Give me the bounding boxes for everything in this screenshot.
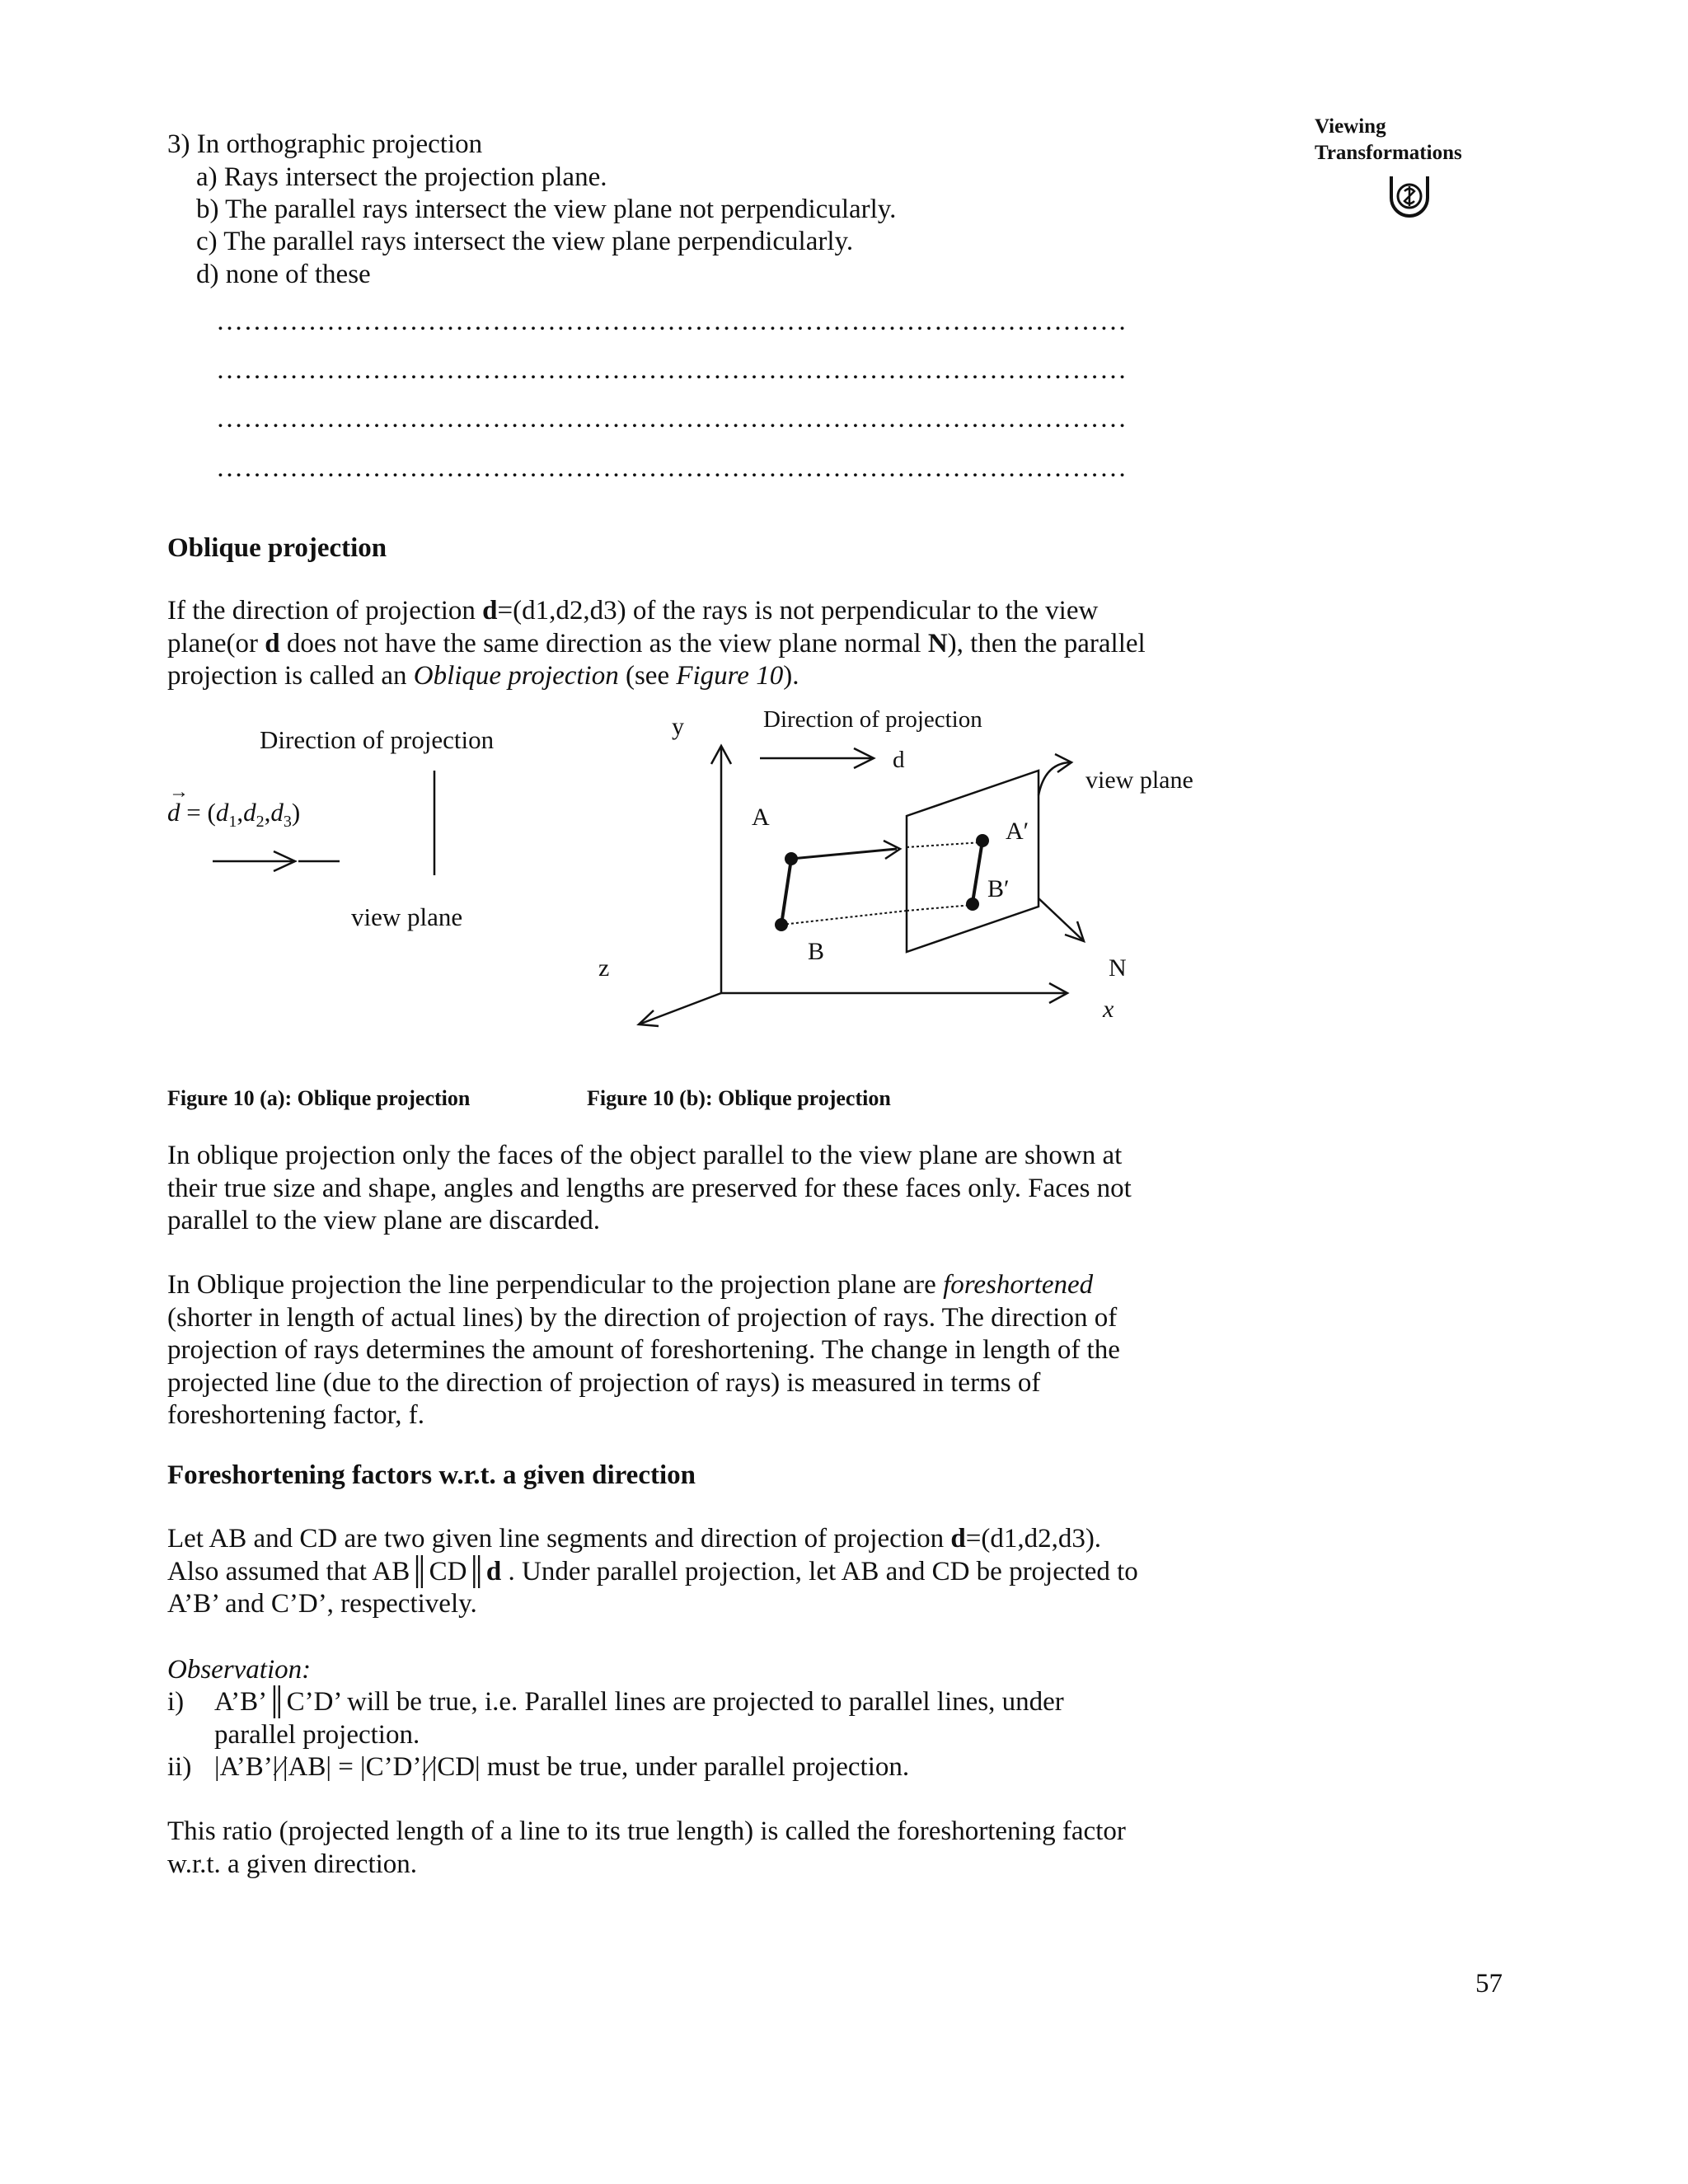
fig-a-direction-label: Direction of projection [260,725,495,754]
observation-2-text: |A’B’|∕|AB| = |C’D’|∕|CD| must be true, under parallel projection. [214,1752,910,1782]
answer-line: ……………………………………………………………………………………… [216,355,1128,385]
fig-b-z-label: z [598,954,610,982]
paragraph-foreshortening: In Oblique projection the line perpendicular to the projection plane are foreshortened (shorter in length of actual lines) by the direction of projection of rays. The direction of projection of rays determines the amount of foreshortening. The change in length of the projected line (due to the direction of projection of rays) is measured in terms of foreshortening factor, f. [167,1270,1120,1430]
observation-2-number: ii) [167,1752,192,1782]
fig-b-direction-arrow [760,748,874,768]
fig-b-segment-ab-projected [973,841,982,902]
fig-b-b-prime-label: B′ [987,875,1010,902]
fig-b-a-prime-label: A′ [1006,818,1029,845]
page-number: 57 [1475,1969,1503,1999]
answer-line: ……………………………………………………………………………………… [216,307,1128,336]
intro-paragraph: If the direction of projection d=(d1,d2,d3) of the rays is not perpendicular to the view plane(or d does not have the same direction as the view plane normal N), then the parallel projection is called an Oblique projection (see Figure 10). [167,596,1146,691]
section-title-line1: Viewing [1315,115,1386,138]
fig-b-point-b-prime [966,898,979,911]
option-d: d) none of these [196,260,371,289]
fig-a-vector-equation: d → = $(d_1,d_2,d_3)$ [167,781,301,832]
fig-a-view-plane-label: view plane [351,902,463,931]
fig-a-arrow [213,851,340,871]
vector-d: d → [167,781,189,827]
fig-b-x-label: x [1103,996,1114,1023]
observation-1-number: i) [167,1687,185,1717]
paragraph-oblique-faces: In oblique projection only the faces of the object parallel to the view plane are shown at their true size and shape, angles and lengths are preserved for these faces only. Faces not parallel to the view plane are discarded. [167,1141,1132,1235]
fig-b-y-label: y [672,713,684,740]
fig-b-normal-arrow [1039,898,1084,941]
fig-b-segment-ab [781,859,791,925]
paragraph-line-segments: Let AB and CD are two given line segments and direction of projection d=(d1,d2,d3). Also assumed that AB║CD║d . Under parallel projection, let AB and CD be projected to A’B’ and C’D’, respectively. [167,1524,1138,1619]
fig-b-view-plane-label: view plane [1085,766,1193,794]
fig-b-n-label: N [1109,954,1127,982]
question-stem: 3) In orthographic projection [167,129,483,159]
observation-label: Observation: [167,1655,312,1685]
fig-b-projection-rays [781,841,982,925]
subsection-heading: Foreshortening factors w.r.t. a given direction [167,1460,696,1490]
caption-figure-b: Figure 10 (b): Oblique projection [587,1086,891,1110]
caption-figure-a: Figure 10 (a): Oblique projection [167,1086,471,1110]
section-title-line2: Transformations [1315,142,1462,164]
fig-b-a-label: A [752,804,770,831]
fig-b-view-plane-pointer [1039,754,1071,795]
section-heading: Oblique projection [167,533,387,563]
fig-b-b-label: B [808,938,825,965]
option-c: c) The parallel rays intersect the view plane perpendicularly. [196,227,854,256]
observation-1-text: A’B’║C’D’ will be true, i.e. Parallel lines are projected to parallel lines, under [214,1687,1064,1717]
fig-b-point-a-prime [976,834,989,847]
option-b: b) The parallel rays intersect the view plane not perpendicularly. [196,194,897,224]
paragraph-foreshortening-factor: This ratio (projected length of a line to its true length) is called the foreshortening factor w.r.t. a given direction. [167,1816,1126,1879]
fig-b-d-label: d [893,747,905,773]
fig-b-direction-label: Direction of projection [763,706,982,733]
answer-line: ……………………………………………………………………………………… [216,453,1128,483]
answer-line: ……………………………………………………………………………………… [216,404,1128,434]
fig-b-view-plane [907,771,1039,952]
observation-1-continuation: parallel projection. [214,1720,420,1750]
option-a: a) Rays intersect the projection plane. [196,162,607,192]
